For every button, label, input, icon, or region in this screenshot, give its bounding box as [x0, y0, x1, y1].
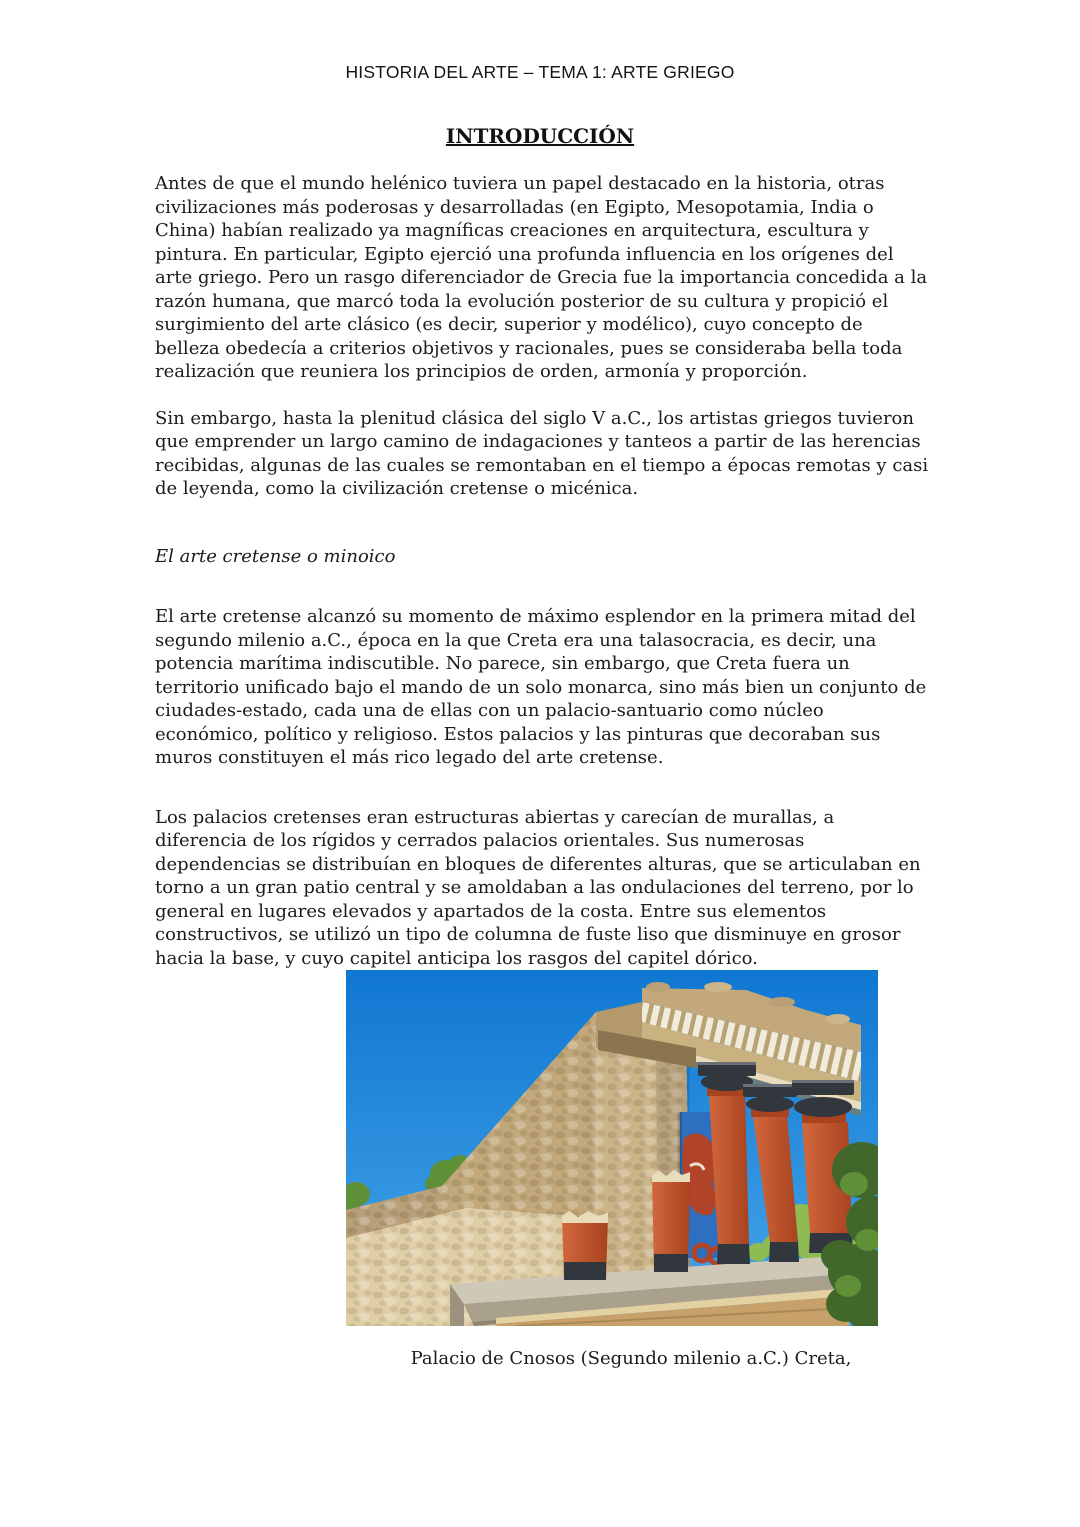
paragraph-body-1: El arte cretense alcanzó su momento de máximo esplendor en la primera mitad del segundo milenio a.C., época en la que Creta era una talasocracia, es decir, una potencia marítima indiscutible. No parece, sin embargo, que Creta fuera un territorio unificado bajo el mando de un solo monarca, sino más bien un conjunto de ciudades-estado, cada una de ellas con un palacio-santuario como núcleo económico, político y religioso. Estos palacios y las pinturas que decoraban sus muros constituyen el más rico legado del arte cretense.	[155, 606, 927, 768]
knossos-palace-illustration	[346, 970, 878, 1326]
document-body	[155, 172, 930, 970]
paragraph-intro-1: Antes de que el mundo helénico tuviera un papel destacado en la historia, otras civilizaciones más poderosas y desarrolladas (en Egipto, Mesopotamia, India o China) habían realizado ya magníficas creaciones en arquitectura, escultura y pintura. En particular, Egipto ejerció una profunda influencia en los orígenes del arte griego. Pero un rasgo diferenciador de Grecia fue la importancia concedida a la razón humana, que marcó toda la evolución posterior de su cultura y propició el surgimiento del arte clásico (es decir, superior y modélico), cuyo concepto de belleza obedecía a criterios objetivos y racionales, pues se consideraba bella toda realización que reuniera los principios de orden, armonía y proporción.	[155, 173, 928, 382]
section-subheading: El arte cretense o minoico	[155, 545, 396, 567]
knossos-palace-figure	[346, 970, 878, 1326]
paragraph-body-2: Los palacios cretenses eran estructuras abiertas y carecían de murallas, a diferencia de los rígidos y cerrados palacios orientales. Sus numerosas dependencias se distribuían en bloques de diferentes alturas, que se articulaban en torno a un gran patio central y se amoldaban a las ondulaciones del terreno, por lo general en lugares elevados y apartados de la costa. Entre sus elementos constructivos, se utilizó un tipo de columna de fuste liso que disminuye en grosor hacia la base, y cuyo capitel anticipa los rasgos del capitel dórico.	[155, 806, 921, 969]
minoan-columns	[698, 1062, 854, 1264]
document-header: HISTORIA DEL ARTE – TEMA 1: ARTE GRIEGO	[345, 62, 735, 82]
figure-caption: Palacio de Cnosos (Segundo milenio a.C.) Creta,	[410, 1348, 852, 1369]
paragraph-intro-2: Sin embargo, hasta la plenitud clásica del siglo V a.C., los artistas griegos tuvieron que emprender un largo camino de indagaciones y tanteos a partir de las herencias recibidas, algunas de las cuales se remontaban en el tiempo a épocas remotas y casi de leyenda, como la civilización cretense o micénica.	[155, 407, 929, 499]
page-title: INTRODUCCIÓN	[445, 124, 635, 148]
